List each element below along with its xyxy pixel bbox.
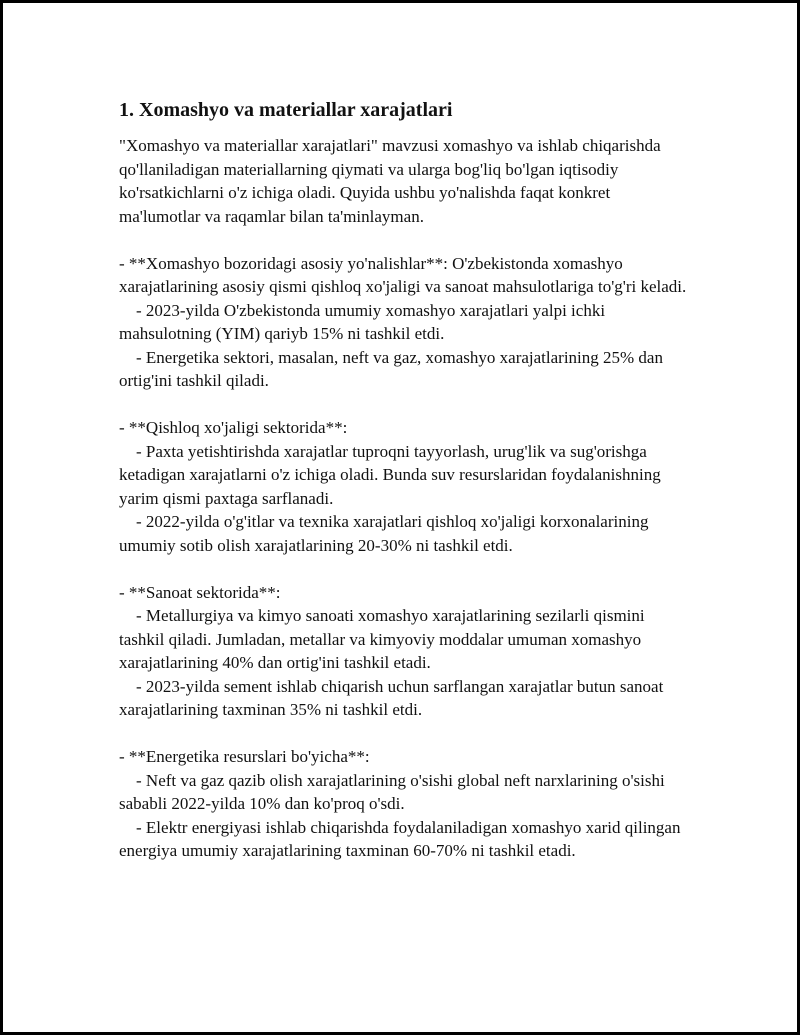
list-item: - Energetika sektori, masalan, neft va gaz, xomashyo xarajatlarining 25% dan ortig'ini tashkil qiladi. xyxy=(119,347,668,390)
spacer xyxy=(119,228,687,252)
list-item: - 2022-yilda o'g'itlar va texnika xarajatlari qishloq xo'jaligi korxonalarining umumiy sotib olish xarajatlarining 20-30% ni tashkil etdi. xyxy=(119,512,653,555)
spacer xyxy=(119,393,687,417)
list-item: - 2023-yilda sement ishlab chiqarish uchun sarflangan xarajatlar butun sanoat xarajatlarining taxminan 35% ni tashkil etdi. xyxy=(119,676,668,719)
section-heading-industry: - **Sanoat sektorida**: xyxy=(119,582,281,602)
list-item: - Metallurgiya va kimyo sanoati xomashyo xarajatlarining sezilarli qismini tashkil qiladi. Jumladan, metallar va kimyoviy moddalar umuman xomashyo xarajatlarining 40% dan ortig'ini tashkil etadi. xyxy=(119,606,649,672)
spacer xyxy=(119,722,687,746)
spacer xyxy=(119,557,687,581)
section-heading-energy-resources: - **Energetika resurslari bo'yicha**: xyxy=(119,747,370,766)
section-heading-agriculture: - **Qishloq xo'jaligi sektorida**: xyxy=(119,418,348,437)
document-title: 1. Xomashyo va materiallar xarajatlari xyxy=(119,99,453,121)
document-body xyxy=(119,98,687,863)
list-item: - Neft va gaz qazib olish xarajatlarining o'sishi global neft narxlarining o'sishi sababli 2022-yilda 10% dan ko'proq o'sdi. xyxy=(119,770,669,813)
list-item: - 2023-yilda O'zbekistonda umumiy xomashyo xarajatlari yalpi ichki mahsulotning (YIM) qariyb 15% ni tashkil etdi. xyxy=(119,300,610,343)
section-heading-raw-materials-market: - **Xomashyo bozoridagi asosiy yo'nalishlar**: O'zbekistonda xomashyo xarajatlarining asosiy qismi qishloq xo'jaligi va sanoat mahsulotlariga to'g'ri keladi. xyxy=(119,253,687,296)
list-item: - Elektr energiyasi ishlab chiqarishda foydalaniladigan xomashyo xarid qilingan energiya umumiy xarajatlarining taxminan 60-70% ni tashkil etadi. xyxy=(119,817,685,860)
intro-paragraph: "Xomashyo va materiallar xarajatlari" mavzusi xomashyo va ishlab chiqarishda qo'llaniladigan materiallarning qiymati va ularga bog'liq bo'lgan iqtisodiy ko'rsatkichlarni o'z ichiga oladi. Quyida ushbu yo'nalishda faqat konkret ma'lumotlar va raqamlar bilan ta'minlayman. xyxy=(119,136,665,226)
list-item: - Paxta yetishtirishda xarajatlar tuproqni tayyorlash, urug'lik va sug'orishga ketadigan xarajatlarni o'z ichiga oladi. Bunda suv resurslaridan foydalanishning yarim qismi paxtaga sarflanadi. xyxy=(119,441,665,508)
